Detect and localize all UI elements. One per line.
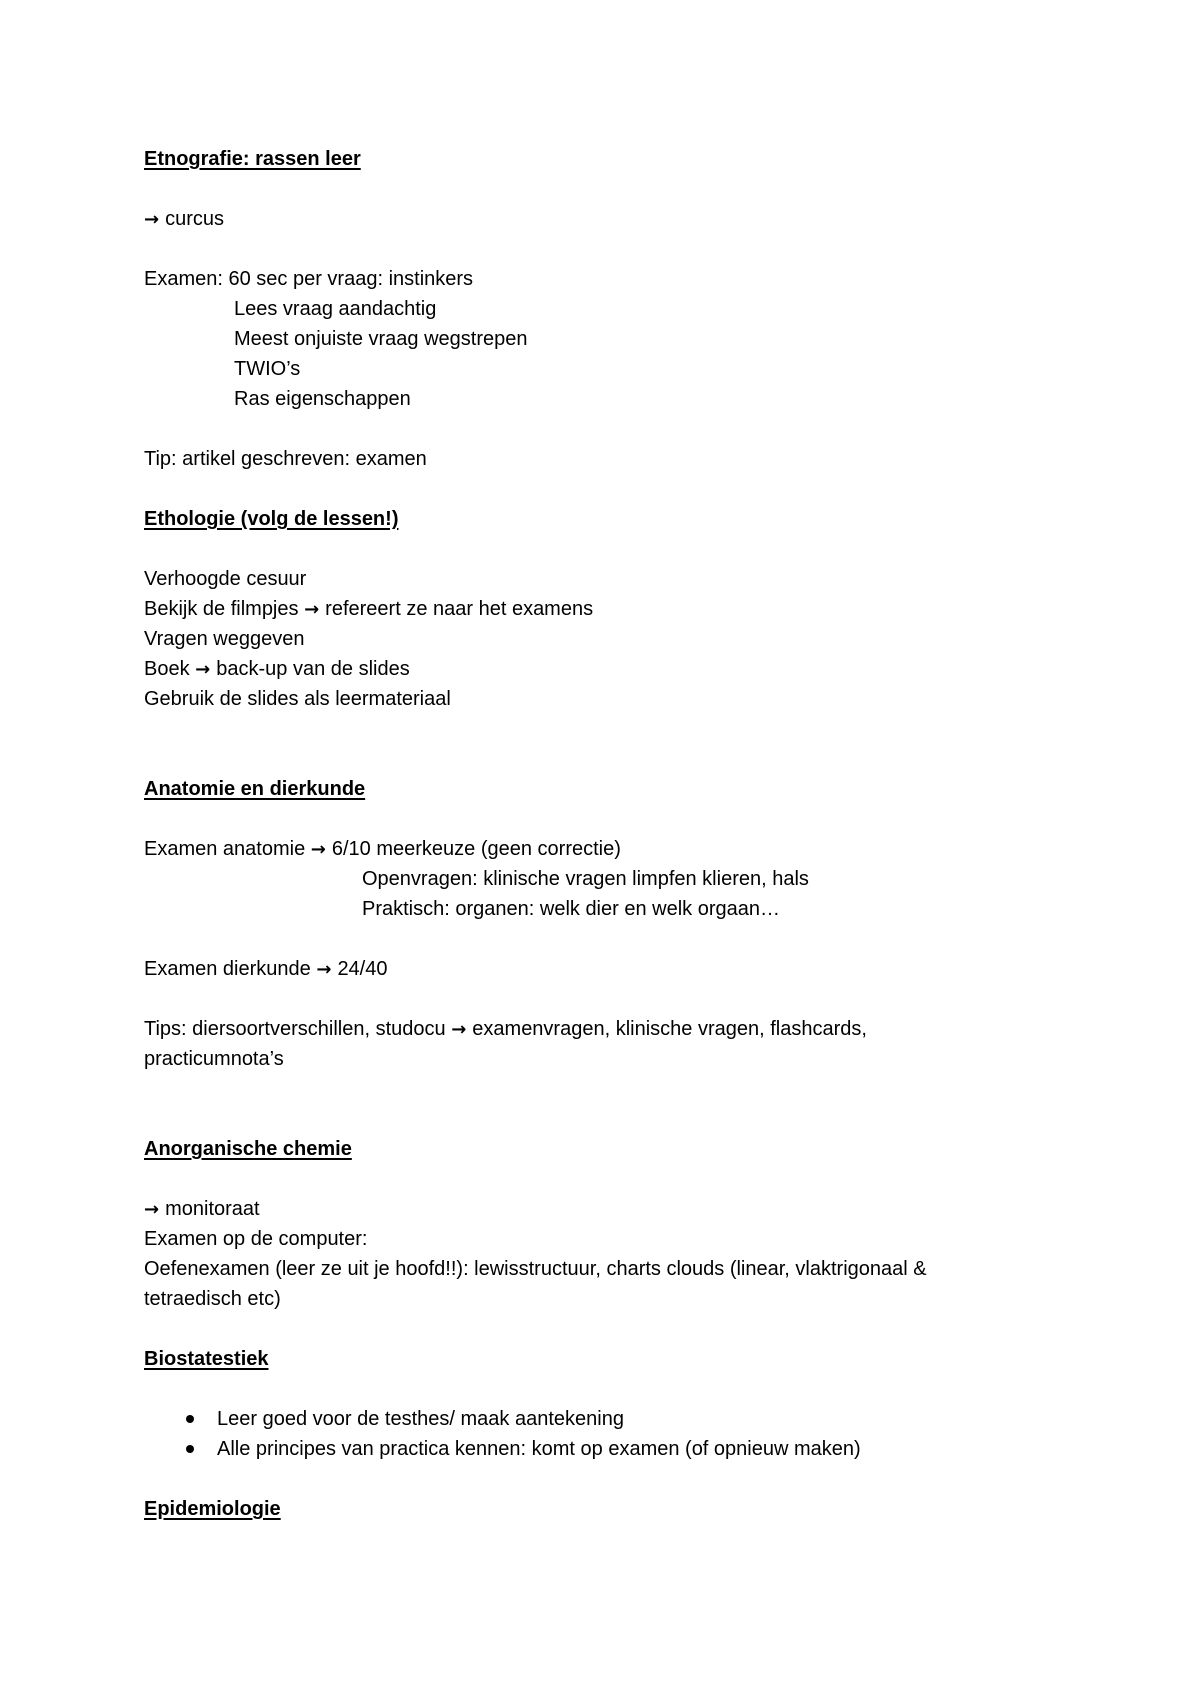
heading-biostat: Biostatestiek [144,1348,269,1370]
etnografie-examen-sub-1: Lees vraag aandachtig [234,298,437,320]
bullet-icon [186,1415,194,1423]
etnografie-tip: Tip: artikel geschreven: examen [144,448,427,470]
heading-anatomie: Anatomie en dierkunde [144,778,366,800]
biostat-bullet-1: Leer goed voor de testhes/ maak aantekening [217,1408,624,1430]
anatomie-exam-line [144,834,1064,864]
dierkunde-exam-b: 24/40 [337,958,388,980]
arrow-icon: → [144,1199,160,1220]
document-body [144,144,1064,1524]
list-item [144,1434,1064,1464]
biostat-bullet-list [144,1404,1064,1464]
chemie-line-3: tetraedisch etc) [144,1288,281,1310]
arrow-icon: → [304,599,320,620]
etnografie-examen-line: Examen: 60 sec per vraag: instinkers [144,268,474,290]
ethologie-line-5: Gebruik de slides als leermateriaal [144,688,451,710]
anatomie-sub-1: Openvragen: klinische vragen limpfen klieren, hals [362,868,809,890]
heading-chemie: Anorganische chemie [144,1138,352,1160]
chemie-arrow-line [144,1194,1064,1224]
heading-etnografie: Etnografie: rassen leer [144,148,361,170]
dierkunde-exam-line [144,954,1064,984]
list-item [144,1404,1064,1434]
arrow-icon: → [316,959,332,980]
ethologie-line-3: Vragen weggeven [144,628,305,650]
ethologie-line-4-b: back-up van de slides [216,658,410,680]
chemie-arrow-text: monitoraat [165,1198,260,1220]
anatomie-sub-2: Praktisch: organen: welk dier en welk orgaan… [362,898,780,920]
biostat-bullet-2: Alle principes van practica kennen: komt op examen (of opnieuw maken) [217,1438,861,1460]
heading-ethologie: Ethologie (volg de lessen!) [144,508,399,530]
heading-epidemiologie: Epidemiologie [144,1498,281,1520]
etnografie-examen-sub-4: Ras eigenschappen [234,388,411,410]
etnografie-arrow-text: curcus [165,208,224,230]
ethologie-line-2 [144,594,1064,624]
ethologie-line-2-a: Bekijk de filmpjes [144,598,299,620]
anatomie-tips-a: Tips: diersoortverschillen, studocu [144,1018,446,1040]
dierkunde-exam-a: Examen dierkunde [144,958,311,980]
etnografie-examen-sub-2: Meest onjuiste vraag wegstrepen [234,328,528,350]
ethologie-line-4-a: Boek [144,658,190,680]
arrow-icon: → [310,839,326,860]
anatomie-tips-line [144,1014,1064,1044]
arrow-icon: → [144,209,160,230]
ethologie-line-4 [144,654,1064,684]
chemie-line-2: Oefenexamen (leer ze uit je hoofd!!): lewisstructuur, charts clouds (linear, vlaktrigonaal & [144,1258,927,1280]
anatomie-exam-a: Examen anatomie [144,838,306,860]
anatomie-tips-c: practicumnota’s [144,1048,284,1070]
chemie-line-1: Examen op de computer: [144,1228,368,1250]
etnografie-arrow-line [144,204,1064,234]
arrow-icon: → [195,659,211,680]
arrow-icon: → [451,1019,467,1040]
etnografie-examen-sub-3: TWIO’s [234,358,301,380]
ethologie-line-2-b: refereert ze naar het examens [325,598,594,620]
bullet-icon [186,1445,194,1453]
anatomie-tips-b: examenvragen, klinische vragen, flashcards, [472,1018,867,1040]
anatomie-exam-b: 6/10 meerkeuze (geen correctie) [331,838,621,860]
ethologie-line-1: Verhoogde cesuur [144,568,307,590]
